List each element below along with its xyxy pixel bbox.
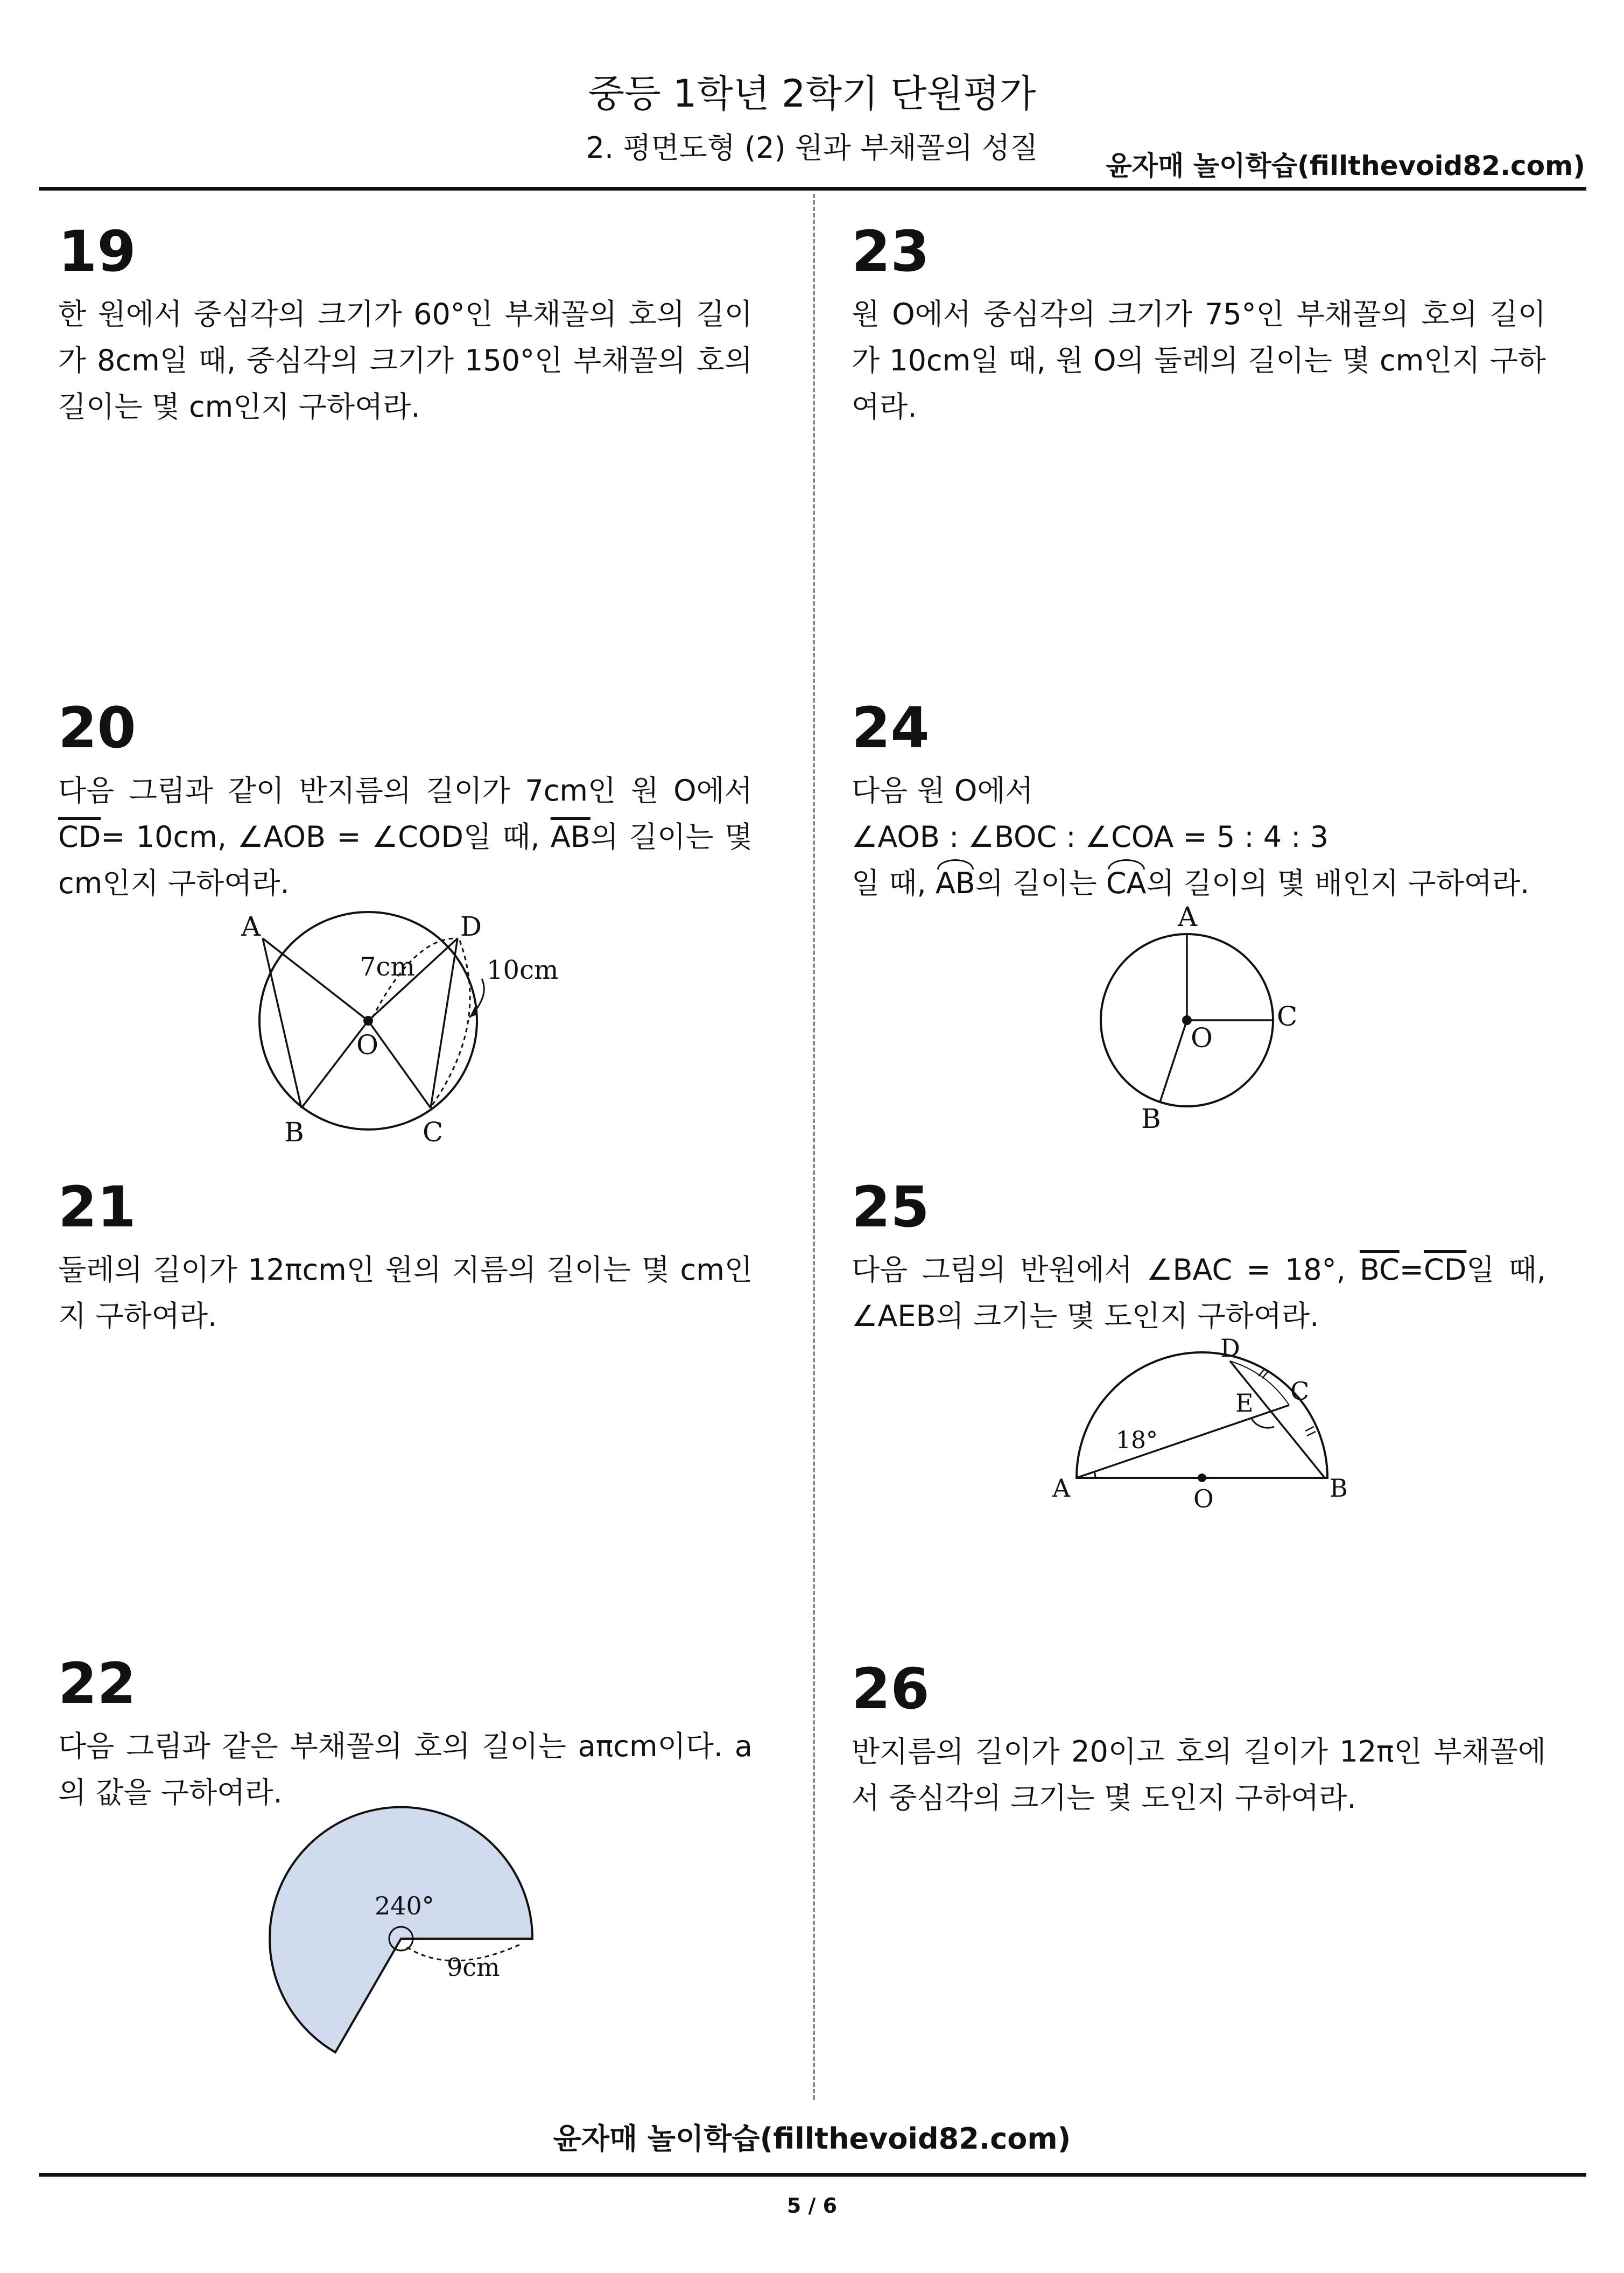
figure-20-circle — [237, 911, 559, 1152]
page-title: 중등 1학년 2학기 단원평가 — [588, 72, 1036, 116]
header-brand: 윤자매 놀이학습(fillthevoid82.com) — [1106, 150, 1585, 181]
problem-text: 한 원에서 중심각의 크기가 60°인 부채꼴의 호의 길이가 8cm일 때, 중심각의 크기가 150°인 부채꼴의 호의 길이는 몇 cm인지 구하여라. — [58, 297, 753, 424]
page-number: 5 / 6 — [786, 2194, 838, 2218]
label-angle: 240° — [375, 1891, 434, 1920]
sector — [270, 1807, 532, 2052]
label-chord: 10cm — [487, 955, 559, 985]
problem-24 — [852, 695, 1546, 907]
label-b: B — [1141, 1103, 1161, 1134]
label-c: C — [1277, 1001, 1298, 1032]
label-o: O — [356, 1029, 378, 1061]
segment-ab: $\overline{AB}$ — [550, 820, 590, 854]
segment-bc: $\overline{BC}$ — [1359, 1253, 1400, 1287]
column-divider — [813, 194, 815, 2100]
figure-25-semicircle — [1052, 1334, 1365, 1534]
label-angle: 18° — [1116, 1427, 1158, 1454]
problem-26 — [852, 1656, 1546, 1821]
footer-divider — [39, 2173, 1586, 2177]
footer-brand: 윤자매 놀이학습(fillthevoid82.com) — [553, 2122, 1071, 2156]
problem-number: 26 — [852, 1656, 930, 1722]
label-radius: 7cm — [360, 952, 415, 982]
problem-text: 둘레의 길이가 12πcm인 원의 지름의 길이는 몇 cm인지 구하여라. — [58, 1253, 753, 1333]
problem-number: 22 — [58, 1651, 136, 1716]
segment-cd: $\overline{CD}$ — [1424, 1253, 1467, 1287]
problem-23 — [852, 219, 1546, 430]
label-a: A — [241, 911, 261, 942]
label-a: A — [1178, 901, 1198, 932]
problem-text: 다음 그림과 같이 반지름의 길이가 7cm인 원 O에서 $\overline{CD}= 10cm$, ∠AOB = ∠COD일 때, $\overline{AB}$의 길이는 몇 cm인지 구하여라. — [58, 774, 753, 900]
problem-number: 20 — [58, 695, 136, 761]
problem-20 — [58, 695, 753, 907]
problem-text: 다음 그림의 반원에서 ∠BAC = 18°, $\overline{BC}=\overline{CD}$일 때, ∠AEB의 크기는 몇 도인지 구하여라. — [852, 1253, 1546, 1333]
label-b: B — [284, 1117, 304, 1148]
semicircle — [1077, 1352, 1327, 1478]
label-c: C — [423, 1117, 444, 1148]
label-o: O — [1193, 1484, 1214, 1513]
label-o: O — [1191, 1022, 1213, 1054]
figure-22-sector — [269, 1814, 549, 2057]
problem-number: 25 — [852, 1174, 930, 1240]
problem-21 — [58, 1174, 753, 1339]
arc-ab: AB — [936, 860, 975, 907]
header-divider — [39, 187, 1586, 191]
segment-cd: $\overline{CD}$ — [58, 820, 101, 854]
page-subtitle: 2. 평면도형 (2) 원과 부채꼴의 성질 — [586, 131, 1038, 165]
problem-number: 24 — [852, 695, 930, 761]
problem-text: 다음 원 O에서 ∠AOB : ∠BOC : ∠COA = 5 : 4 : 3 일 때, AB의 길이는 CA의 길이의 몇 배인지 구하여라. — [852, 768, 1546, 907]
label-c: C — [1290, 1377, 1310, 1406]
problem-text: 다음 그림과 같은 부채꼴의 호의 길이는 aπcm이다. a의 값을 구하여라. — [58, 1729, 753, 1809]
arc-ca: CA — [1106, 860, 1147, 907]
problem-text: 원 O에서 중심각의 크기가 75°인 부채꼴의 호의 길이가 10cm일 때, 원 O의 둘레의 길이는 몇 cm인지 구하여라. — [852, 297, 1546, 424]
problem-22 — [58, 1651, 753, 1816]
label-e: E — [1235, 1388, 1254, 1418]
label-d: D — [1220, 1334, 1240, 1363]
problem-number: 19 — [58, 219, 136, 284]
label-b: B — [1330, 1474, 1348, 1503]
label-radius: 9cm — [447, 1953, 500, 1982]
label-d: D — [460, 911, 482, 942]
problem-text: 반지름의 길이가 20이고 호의 길이가 12π인 부채꼴에서 중심각의 크기는 몇 도인지 구하여라. — [852, 1735, 1546, 1815]
label-a: A — [1052, 1474, 1071, 1503]
problem-19 — [58, 219, 753, 430]
problem-number: 21 — [58, 1174, 136, 1240]
figure-24-circle — [1087, 901, 1335, 1134]
problem-25 — [852, 1174, 1546, 1339]
problem-number: 23 — [852, 219, 930, 284]
